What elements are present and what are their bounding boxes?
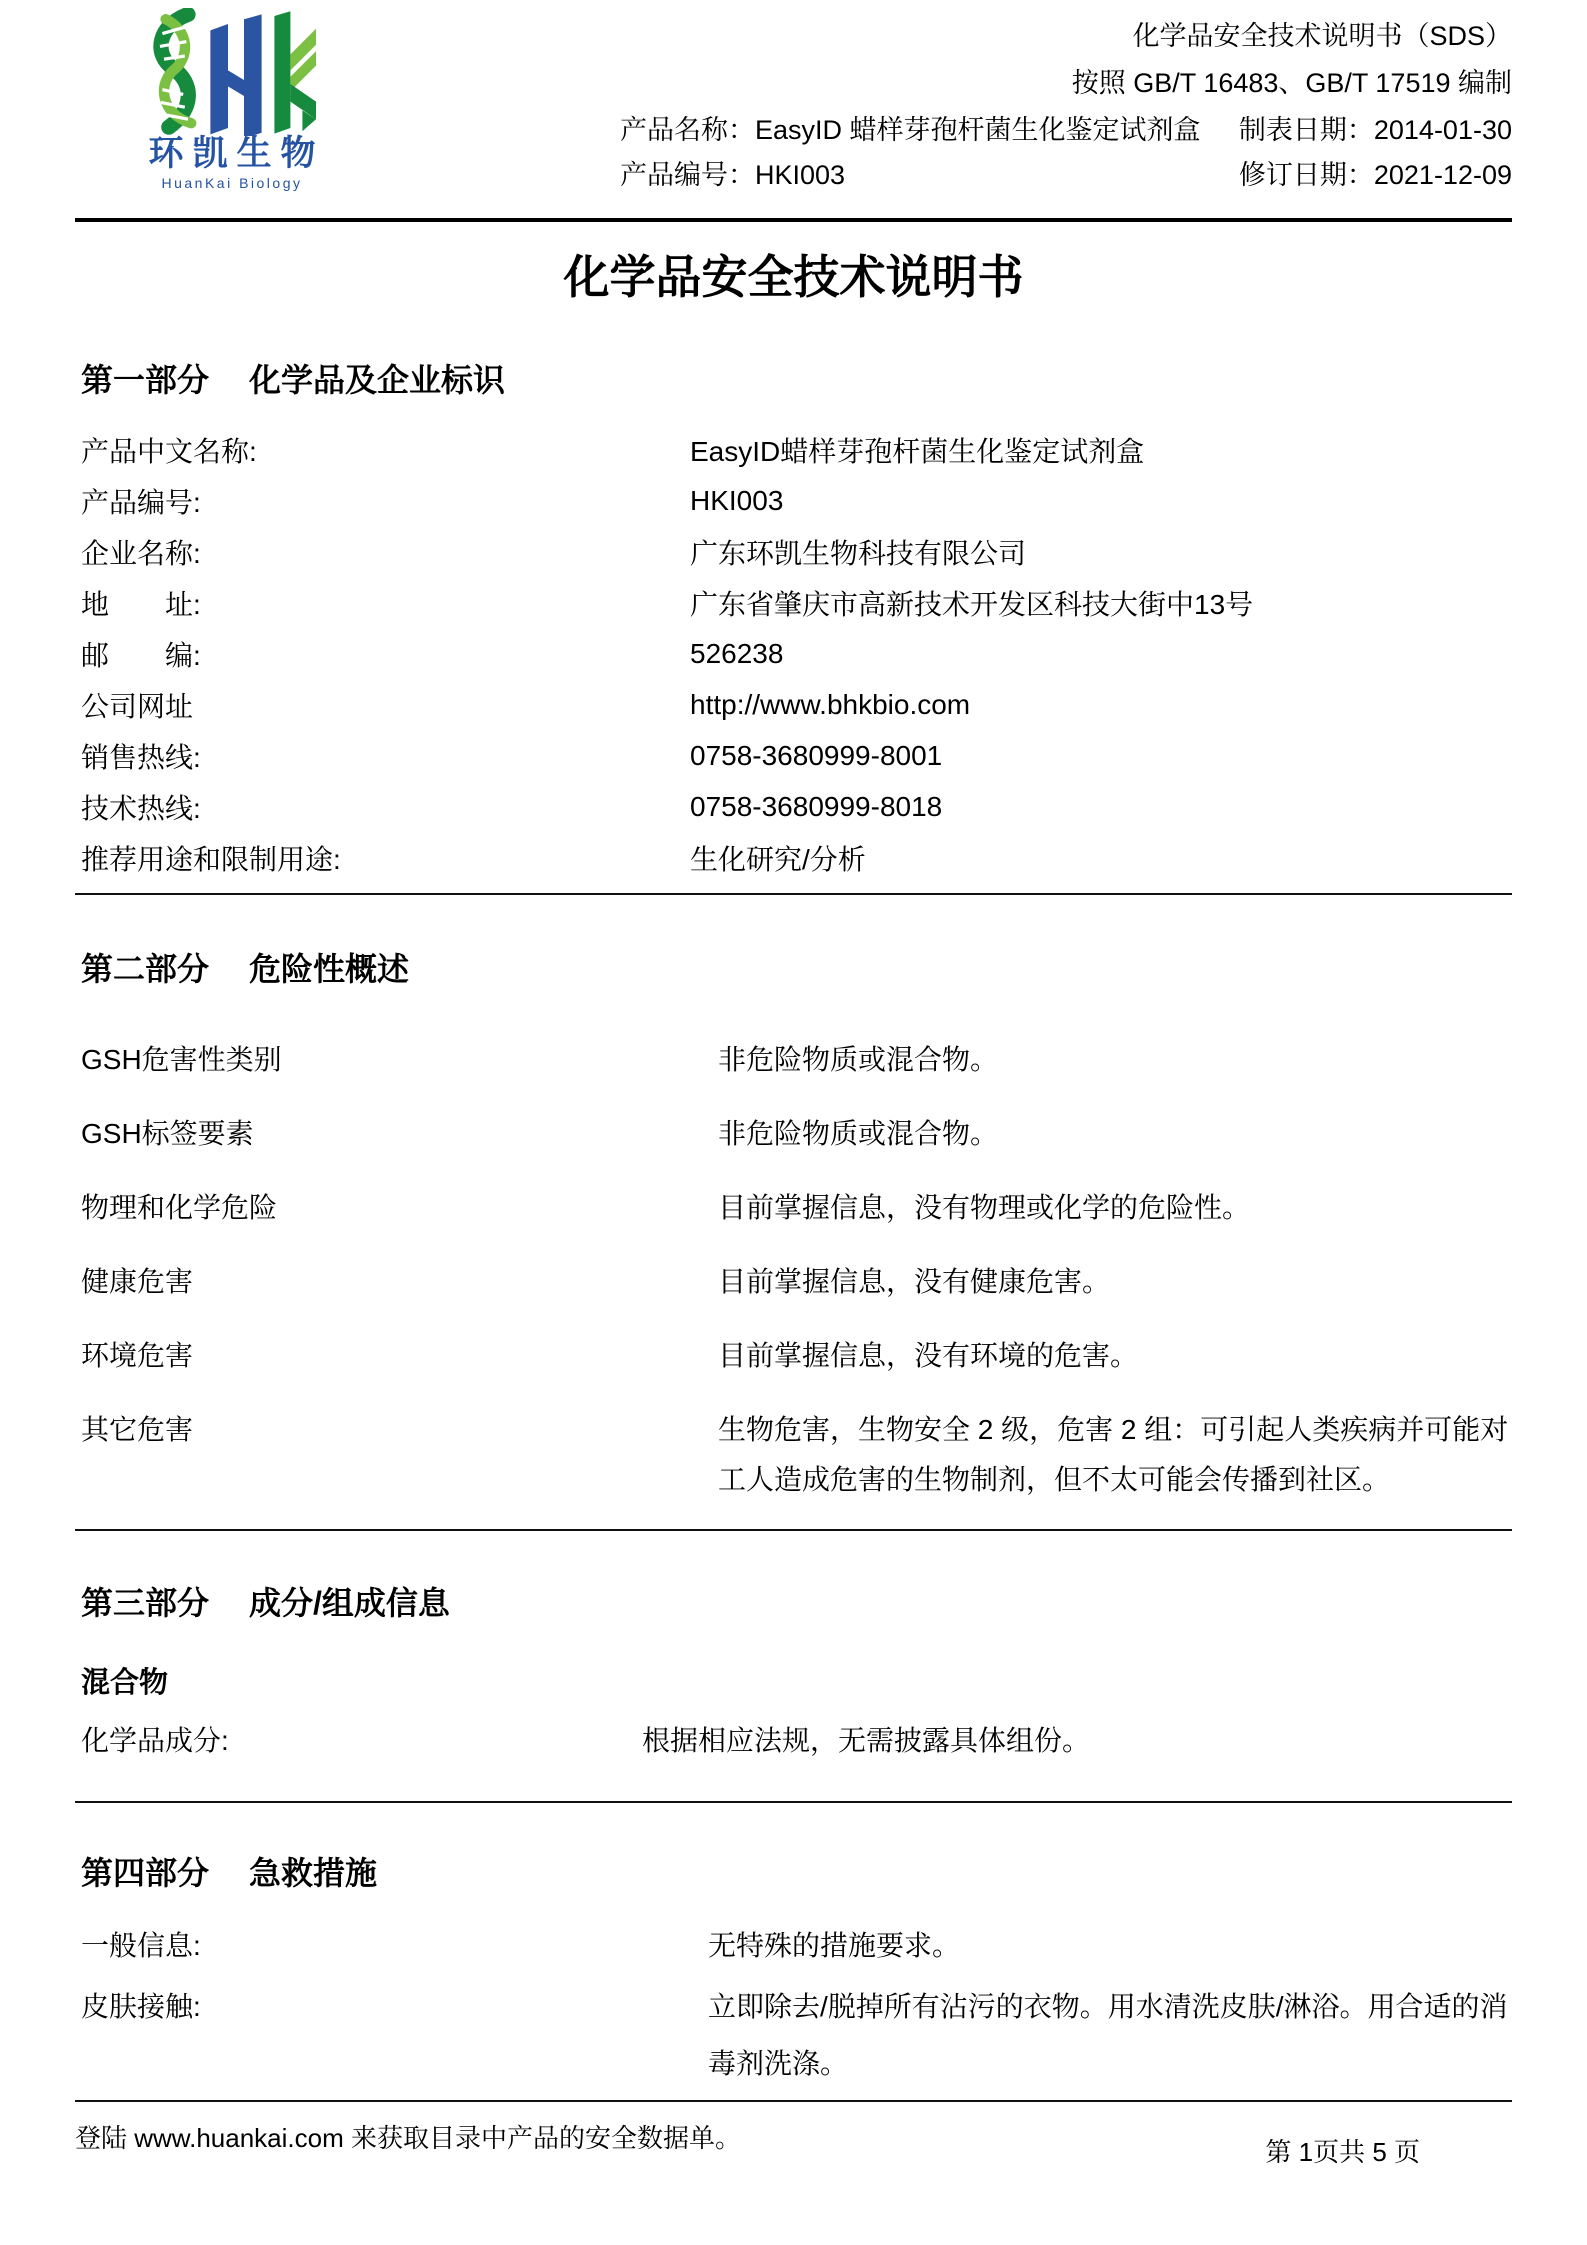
row-recommended-use	[81, 832, 1512, 883]
field-label: 企业名称:	[81, 537, 201, 569]
field-value: 广东省肇庆市高新技术开发区科技大街中13号	[690, 588, 1254, 620]
row-skin-contact	[81, 1978, 1512, 2092]
section3-heading	[81, 1583, 1512, 1623]
section1-heading-num: 第一部分	[81, 362, 210, 398]
field-label: 公司网址	[81, 690, 194, 722]
field-value: http://www.bhkbio.com	[690, 688, 971, 720]
section3-heading-num: 第三部分	[81, 1585, 210, 1621]
document-title: 化学品安全技术说明书	[563, 251, 1024, 303]
field-label: 其它危害	[81, 1414, 194, 1445]
field-label: 环境危害	[81, 1340, 194, 1371]
field-label: GSH危害性类别	[81, 1044, 282, 1075]
product-name-row	[620, 114, 1512, 146]
row-environment-hazard	[81, 1331, 1512, 1381]
section-company-identification	[75, 360, 1512, 883]
header-info-block	[620, 20, 1512, 204]
section3-heading-text: 成分/组成信息	[249, 1585, 450, 1621]
mixture-subheading: 混合物	[81, 1667, 169, 1699]
section1-heading	[81, 360, 1512, 400]
page-footer	[75, 2102, 1512, 2169]
field-label: 销售热线:	[81, 741, 201, 773]
row-product-cn-name	[81, 424, 1512, 475]
product-code-line: 产品编号：HKI003	[620, 160, 846, 190]
row-gsh-label-elements	[81, 1109, 1512, 1159]
field-label: 化学品成分:	[81, 1725, 229, 1756]
row-tech-hotline	[81, 781, 1512, 832]
section-hazards-overview	[75, 949, 1512, 1505]
row-health-hazard	[81, 1257, 1512, 1307]
field-label: 技术热线:	[81, 792, 201, 824]
field-value: 0758-3680999-8018	[690, 790, 943, 822]
created-date-line: 制表日期：2014-01-30	[1238, 115, 1512, 145]
row-sales-hotline	[81, 730, 1512, 781]
standard-line: 按照 GB/T 16483、GB/T 17519 编制	[1071, 68, 1512, 98]
product-code-row	[620, 159, 1512, 191]
page-header	[75, 0, 1512, 222]
field-value: 非危险物质或混合物。	[718, 1118, 999, 1149]
product-name-line: 产品名称：EasyID 蜡样芽孢杆菌生化鉴定试剂盒	[620, 115, 1201, 145]
footer-note: 登陆 www.huankai.com 来获取目录中产品的安全数据单。	[75, 2123, 741, 2153]
row-postcode	[81, 628, 1512, 679]
company-name-cn: 环凯生物	[148, 134, 325, 173]
row-company-name	[81, 526, 1512, 577]
field-value: 目前掌握信息，没有物理或化学的危险性。	[718, 1192, 1251, 1223]
field-label: 一般信息:	[81, 1930, 201, 1961]
section4-heading-num: 第四部分	[81, 1855, 210, 1891]
field-value: 目前掌握信息，没有健康危害。	[718, 1266, 1111, 1297]
field-label: 邮 编:	[81, 639, 201, 671]
row-physical-chemical-hazard	[81, 1183, 1512, 1233]
page-number: 第 1页共 5 页	[1265, 2137, 1420, 2167]
field-label: 地 址:	[81, 588, 201, 620]
row-gsh-hazard-class	[81, 1035, 1512, 1085]
field-value: EasyID蜡样芽孢杆菌生化鉴定试剂盒	[690, 435, 1145, 467]
section-composition-info	[75, 1583, 1512, 1765]
section4-heading-text: 急救措施	[249, 1855, 378, 1891]
row-address	[81, 577, 1512, 628]
revised-date-line: 修订日期：2021-12-09	[1238, 160, 1512, 190]
row-chemical-composition	[81, 1717, 1512, 1765]
section-first-aid	[75, 1853, 1512, 2092]
field-value: 无特殊的措施要求。	[708, 1930, 961, 1961]
field-value: 广东环凯生物科技有限公司	[690, 537, 1027, 569]
field-value: 生物危害，生物安全 2 级，危害 2 组：可引起人类疾病并可能对工人造成危害的生物制剂，但不太可能会传播到社区。	[718, 1414, 1509, 1495]
field-label: 产品编号:	[81, 486, 201, 518]
field-value: 根据相应法规，无需披露具体组份。	[642, 1725, 1091, 1756]
row-product-code	[81, 475, 1512, 526]
field-label: GSH标签要素	[81, 1118, 254, 1149]
field-value: 目前掌握信息，没有环境的危害。	[718, 1340, 1139, 1371]
section4-heading	[81, 1853, 1512, 1893]
field-label: 皮肤接触:	[81, 1991, 201, 2022]
field-value: HKI003	[690, 484, 784, 516]
bhk-logo-icon	[139, 8, 325, 136]
section2-heading-num: 第二部分	[81, 951, 210, 987]
row-other-hazard	[81, 1405, 1512, 1505]
company-name-en: HuanKai Biology	[161, 175, 303, 191]
divider	[75, 1529, 1512, 1531]
divider	[75, 1801, 1512, 1803]
company-logo	[125, 8, 339, 191]
section1-heading-text: 化学品及企业标识	[249, 362, 506, 398]
doc-type-line: 化学品安全技术说明书（SDS）	[1132, 21, 1512, 51]
field-value: 526238	[690, 637, 784, 669]
field-value: 立即除去/脱掉所有沾污的衣物。用水清洗皮肤/淋浴。用合适的消毒剂洗涤。	[708, 1991, 1508, 2079]
field-label: 产品中文名称:	[81, 435, 257, 467]
field-label: 推荐用途和限制用途:	[81, 843, 341, 875]
section2-heading	[81, 949, 1512, 989]
field-value: 非危险物质或混合物。	[718, 1044, 999, 1075]
field-value: 生化研究/分析	[690, 843, 866, 875]
field-value: 0758-3680999-8001	[690, 739, 943, 771]
row-website	[81, 679, 1512, 730]
section2-heading-text: 危险性概述	[249, 951, 410, 987]
field-label: 物理和化学危险	[81, 1192, 278, 1223]
row-general-info	[81, 1917, 1512, 1974]
divider	[75, 893, 1512, 895]
field-label: 健康危害	[81, 1266, 194, 1297]
